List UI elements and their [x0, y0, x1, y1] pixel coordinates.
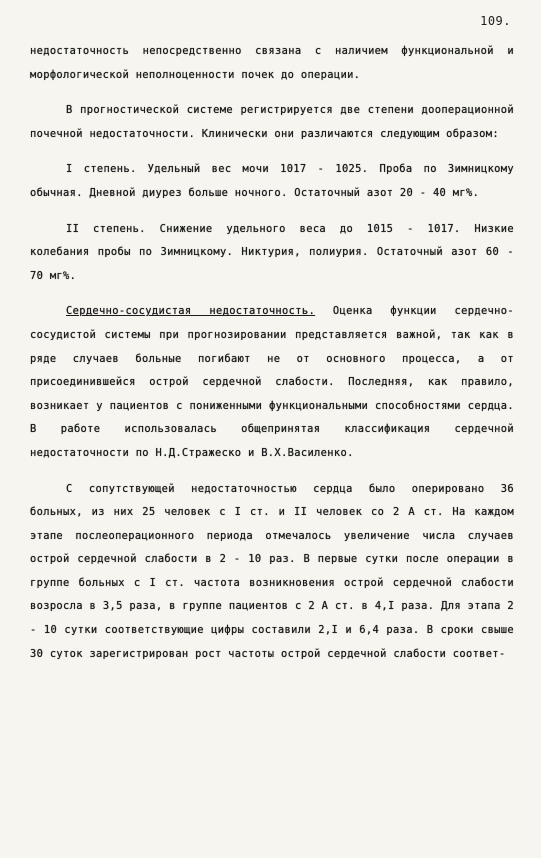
page-number: 109. [480, 14, 511, 28]
paragraph-6: С сопутствующей недостаточностью сердца было оперировано 36 больных, из них 25 человек с I ст. и II человек со 2 А ст. На каждом этапе послеоперационного периода отмечалось увеличение числа случаев острой сердечной слабости в 2 - 10 раз. В первые сутки после операции в группе больных с I ст. частота возникновения острой сердечной слабости возросла в 3,5 раза, в группе пациентов с 2 А ст. в 4,I раза. Для этапа 2 - 10 сутки соответствующие цифры составили 2,I и 6,4 раза. В сроки свыше 30 суток зарегистрирован рост частоты острой сердечной слабости соответ- [30, 482, 514, 660]
paragraph-1: недостаточность непосредственно связана с наличием функциональной и морфологической неполноценности почек до операции. [30, 45, 514, 81]
paragraph-5 [30, 300, 514, 465]
paragraph-4: II степень. Снижение удельного веса до 1015 - 1017. Низкие колебания пробы по Зимницкому. Никтурия, полиурия. Остаточный азот 60 - 70 мг%. [30, 222, 514, 282]
paragraph-3: I степень. Удельный вес мочи 1017 - 1025. Проба по Зимницкому обычная. Дневной диурез больше ночного. Остаточный азот 20 - 40 мг%. [30, 163, 514, 199]
paragraph-5-text: Оценка функции сердечно-сосудистой системы при прогнозировании представляется важной, так как в ряде случаев больные погибают не от основного процесса, а от присоединившейся острой сердечной слабости. Последняя, как правило, возникает у пациентов с пониженными функциональными способностями сердца. В работе использовалась общепринятая классификация сердечной недостаточности по Н.Д.Стражеско и В.Х.Василенко. [30, 305, 514, 459]
document-body [30, 40, 514, 678]
section-heading: Сердечно-сосудистая недостаточность. [66, 305, 316, 318]
paragraph-2: В прогностической системе регистрируется две степени дооперационной почечной недостаточности. Клинически они различаются следующим образом: [30, 104, 514, 140]
